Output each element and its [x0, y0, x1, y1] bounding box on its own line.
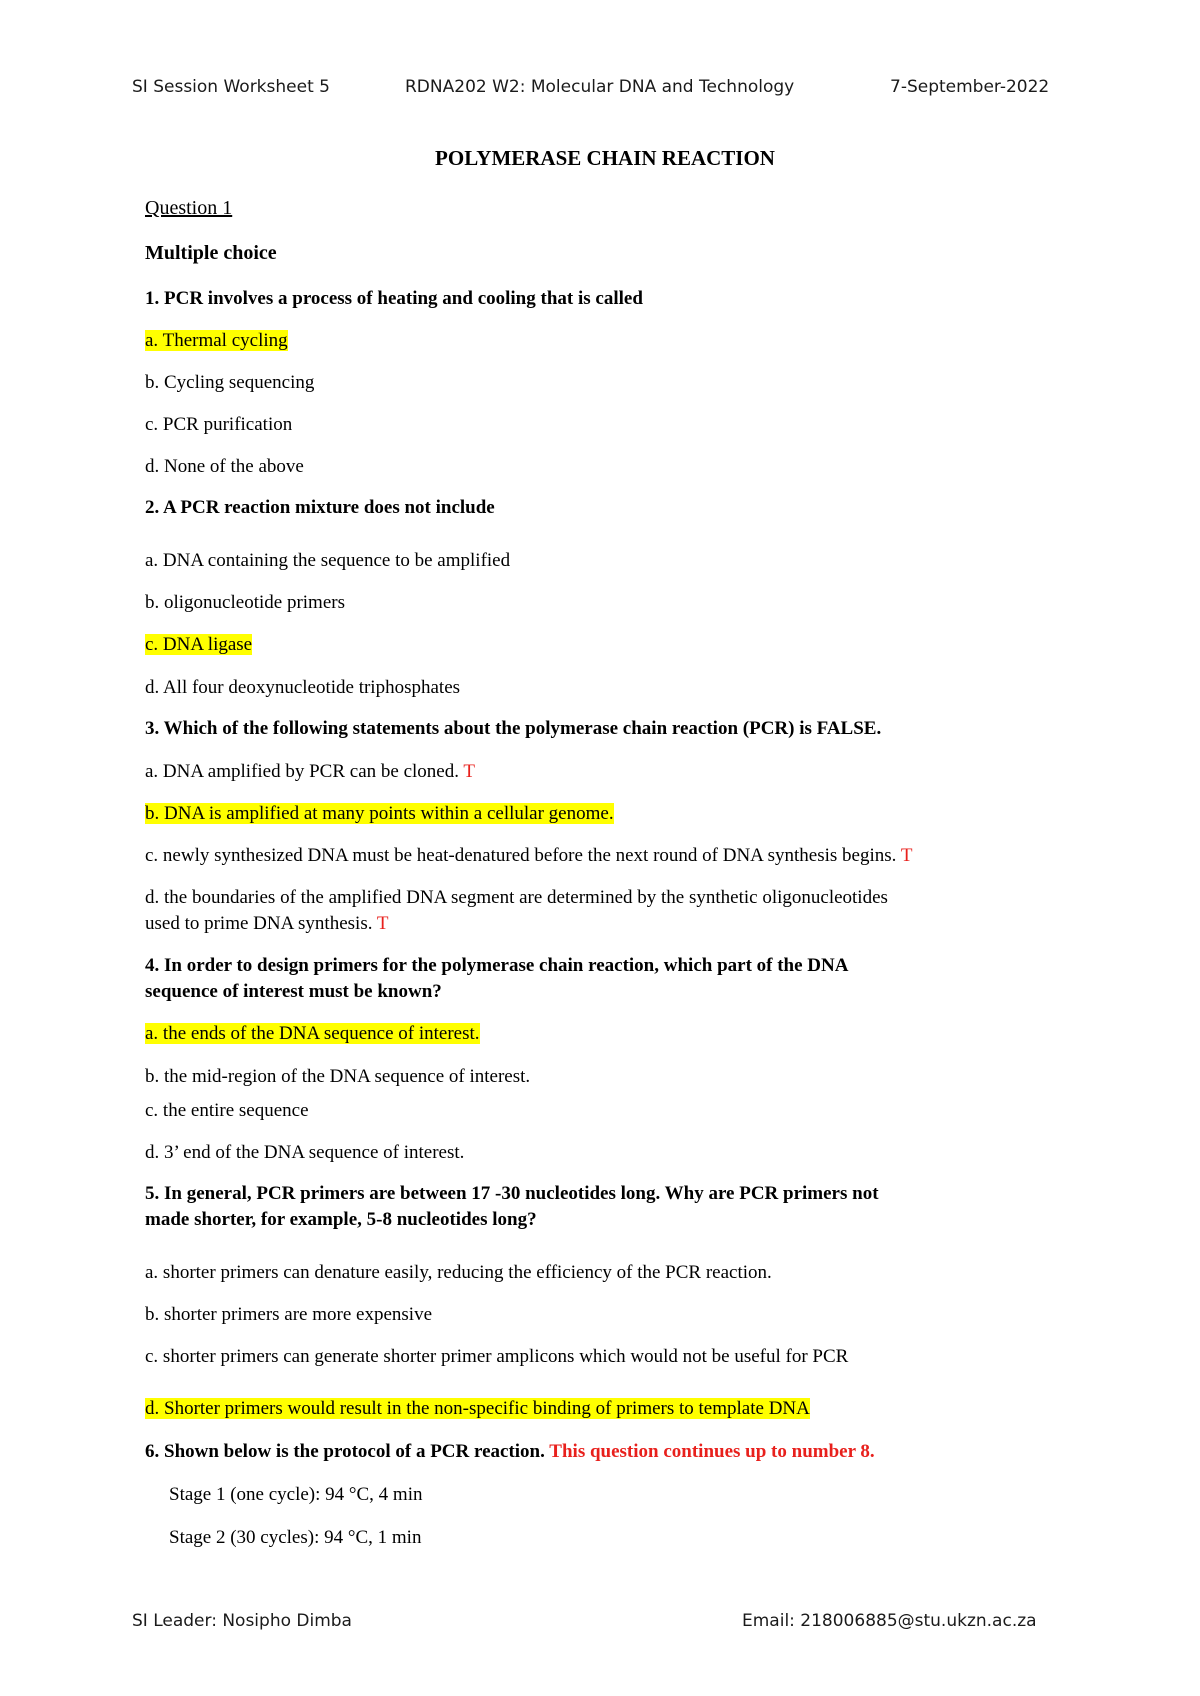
page-title: POLYMERASE CHAIN REACTION	[435, 146, 775, 170]
q6-stem: 6. Shown below is the protocol of a PCR reaction.	[145, 1441, 545, 1462]
q3-option-c: c. newly synthesized DNA must be heat-denatured before the next round of DNA synthesis begins.	[145, 845, 897, 866]
q3-option-a: a. DNA amplified by PCR can be cloned.	[145, 761, 459, 782]
q5-option-c: c. shorter primers can generate shorter primer amplicons which would not be useful for PCR	[145, 1346, 849, 1367]
q3-stem: 3. Which of the following statements about the polymerase chain reaction (PCR) is FALSE.	[145, 718, 882, 739]
q6-stage2: Stage 2 (30 cycles): 94 °C, 1 min	[169, 1527, 422, 1548]
q1-option-d: d. None of the above	[145, 456, 304, 477]
q5-stem-line2: made shorter, for example, 5-8 nucleotides long?	[145, 1209, 537, 1230]
header-center: RDNA202 W2: Molecular DNA and Technology	[405, 77, 795, 97]
q1-option-b: b. Cycling sequencing	[145, 372, 315, 393]
q6-stage1: Stage 1 (one cycle): 94 °C, 4 min	[169, 1484, 423, 1505]
header-right: 7-September-2022	[890, 77, 1050, 97]
q5-option-d-answer: d. Shorter primers would result in the non-specific binding of primers to template DNA	[145, 1398, 810, 1419]
q1-option-c: c. PCR purification	[145, 414, 293, 435]
q4-stem-line2: sequence of interest must be known?	[145, 981, 442, 1002]
q2-option-a: a. DNA containing the sequence to be amplified	[145, 550, 511, 571]
q5-stem-line1: 5. In general, PCR primers are between 17 -30 nucleotides long. Why are PCR primers not	[145, 1183, 879, 1204]
q4-option-c: c. the entire sequence	[145, 1100, 309, 1121]
q1-option-a-answer: a. Thermal cycling	[145, 330, 288, 351]
q3-option-d-line1: d. the boundaries of the amplified DNA segment are determined by the synthetic oligonucleotides	[145, 887, 888, 908]
q2-option-c-answer: c. DNA ligase	[145, 634, 253, 655]
q2-option-b: b. oligonucleotide primers	[145, 592, 345, 613]
q2-stem: 2. A PCR reaction mixture does not include	[145, 497, 495, 518]
q2-option-d: d. All four deoxynucleotide triphosphates	[145, 677, 461, 698]
q3-c-true-mark: T	[900, 845, 913, 866]
q4-option-b: b. the mid-region of the DNA sequence of interest.	[145, 1066, 531, 1087]
q6-continuation-note: This question continues up to number 8.	[549, 1441, 875, 1462]
q4-option-d: d. 3’ end of the DNA sequence of interest.	[145, 1142, 465, 1163]
q3-a-true-mark: T	[463, 761, 475, 782]
q5-option-a: a. shorter primers can denature easily, reducing the efficiency of the PCR reaction.	[145, 1262, 772, 1283]
q3-d-true-mark: T	[376, 913, 389, 934]
section-heading: Multiple choice	[145, 242, 277, 264]
q3-option-b-answer: b. DNA is amplified at many points within a cellular genome.	[145, 803, 614, 824]
q1-stem: 1. PCR involves a process of heating and cooling that is called	[145, 288, 643, 309]
footer-email: Email: 218006885@stu.ukzn.ac.za	[742, 1611, 1037, 1631]
q4-option-a-answer: a. the ends of the DNA sequence of interest.	[145, 1023, 480, 1044]
header-left: SI Session Worksheet 5	[132, 77, 330, 97]
q5-option-b: b. shorter primers are more expensive	[145, 1304, 433, 1325]
q3-option-d-line2: used to prime DNA synthesis.	[145, 913, 373, 934]
question-heading: Question 1	[145, 197, 233, 219]
footer-leader: SI Leader: Nosipho Dimba	[132, 1611, 352, 1631]
q4-stem-line1: 4. In order to design primers for the polymerase chain reaction, which part of the DNA	[145, 955, 849, 976]
